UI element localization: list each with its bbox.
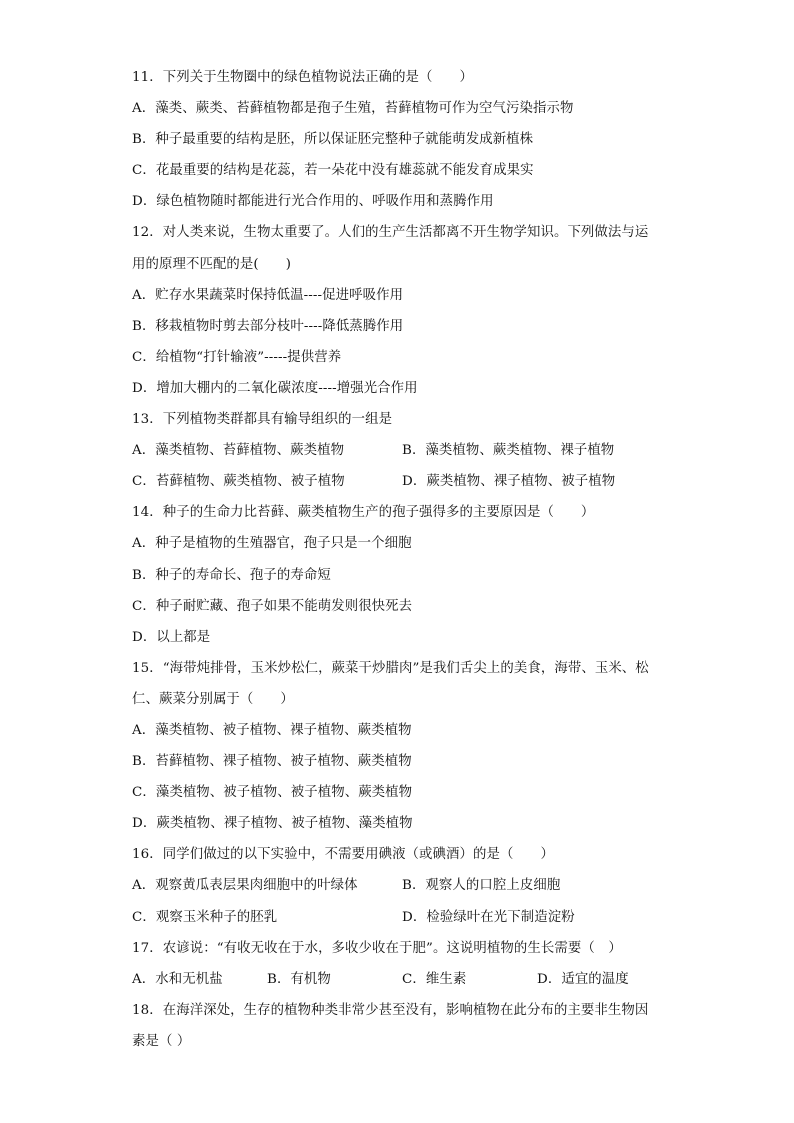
option-a: A．藻类、蕨类、苔藓植物都是孢子生殖，苔藓植物可作为空气污染指示物 [132,101,574,117]
question-stem-cont: 用的原理不匹配的是( ) [132,256,292,272]
option-d: D．增加大棚内的二氧化碳浓度----增强光合作用 [132,380,418,396]
question-stem-cont: 仁、蕨菜分别属于（ ） [132,691,294,707]
option-row [132,435,672,466]
question-stem: 11．下列关于生物圈中的绿色植物说法正确的是（ ） [132,70,474,85]
option-c: C．给植物“打针输液”-----提供营养 [132,349,342,365]
option-c: C．种子耐贮藏、孢子如果不能萌发则很快死去 [132,598,413,614]
option-row [132,466,672,497]
question-stem-cont: 素是（ ） [132,1033,191,1049]
option-d: D．蕨类植物、裸子植物、被子植物 [402,474,616,490]
option-b: B．苔藓植物、裸子植物、被子植物、蕨类植物 [132,754,412,770]
option-b: B．种子的寿命长、孢子的寿命短 [132,567,331,583]
question-stem: 16．同学们做过的以下实验中，不需要用碘液（或碘酒）的是（ ） [132,847,554,863]
option-a: A．水和无机盐 [132,971,223,987]
option-c: C．花最重要的结构是花蕊，若一朵花中没有雄蕊就不能发育成果实 [132,163,534,179]
option-a: A．藻类植物、苔藓植物、蕨类植物 [132,443,345,459]
option-a: A．贮存水果蔬菜时保持低温----促进呼吸作用 [132,287,404,303]
option-a: A．种子是植物的生殖器官，孢子只是一个细胞 [132,536,412,552]
option-d: D．适宜的温度 [537,971,629,987]
option-c: C．苔藓植物、蕨类植物、被子植物 [132,474,345,490]
option-b: B．观察人的口腔上皮细胞 [402,878,561,894]
option-d: D．检验绿叶在光下制造淀粉 [402,909,575,925]
option-c: C．维生素 [402,971,467,987]
question-13 [132,404,672,497]
question-stem: 17．农谚说：“有收无收在于水，多收少收在于肥”。这说明植物的生长需要（ ） [132,940,622,956]
question-14 [132,497,672,652]
question-stem: 15．“海带炖排骨，玉米炒松仁，蕨菜干炒腊肉”是我们舌尖上的美食，海带、玉米、松 [132,660,649,676]
option-a: A．藻类植物、被子植物、裸子植物、蕨类植物 [132,722,412,738]
option-row [132,964,672,995]
option-b: B．移栽植物时剪去部分枝叶----降低蒸腾作用 [132,318,404,334]
question-stem: 18．在海洋深处，生存的植物种类非常少甚至没有，影响植物在此分布的主要非生物因 [132,1002,649,1018]
question-15 [132,653,672,840]
question-12 [132,217,672,404]
option-b: B．有机物 [267,971,331,987]
option-a: A．观察黄瓜表层果肉细胞中的叶绿体 [132,878,358,894]
question-stem: 13．下列植物类群都具有输导组织的一组是 [132,412,393,428]
question-list [132,62,672,1057]
question-16 [132,839,672,932]
option-c: C．藻类植物、被子植物、被子植物、蕨类植物 [132,785,413,801]
option-row [132,902,672,933]
option-row [132,870,672,901]
option-d: D．蕨类植物、裸子植物、被子植物、藻类植物 [132,816,413,832]
option-b: B．藻类植物、蕨类植物、裸子植物 [402,443,615,459]
question-stem: 14．种子的生命力比苔藓、蕨类植物生产的孢子强得多的主要原因是（ ） [132,505,595,521]
option-d: D．绿色植物随时都能进行光合作用的、呼吸作用和蒸腾作用 [132,194,494,210]
question-stem: 12．对人类来说，生物太重要了。人们的生产生活都离不开生物学知识。下列做法与运 [132,225,649,241]
question-11 [132,62,672,217]
option-c: C．观察玉米种子的胚乳 [132,909,278,925]
question-18 [132,995,672,1057]
option-b: B．种子最重要的结构是胚，所以保证胚完整种子就能萌发成新植株 [132,132,534,148]
question-17 [132,933,672,995]
option-d: D．以上都是 [132,629,211,645]
